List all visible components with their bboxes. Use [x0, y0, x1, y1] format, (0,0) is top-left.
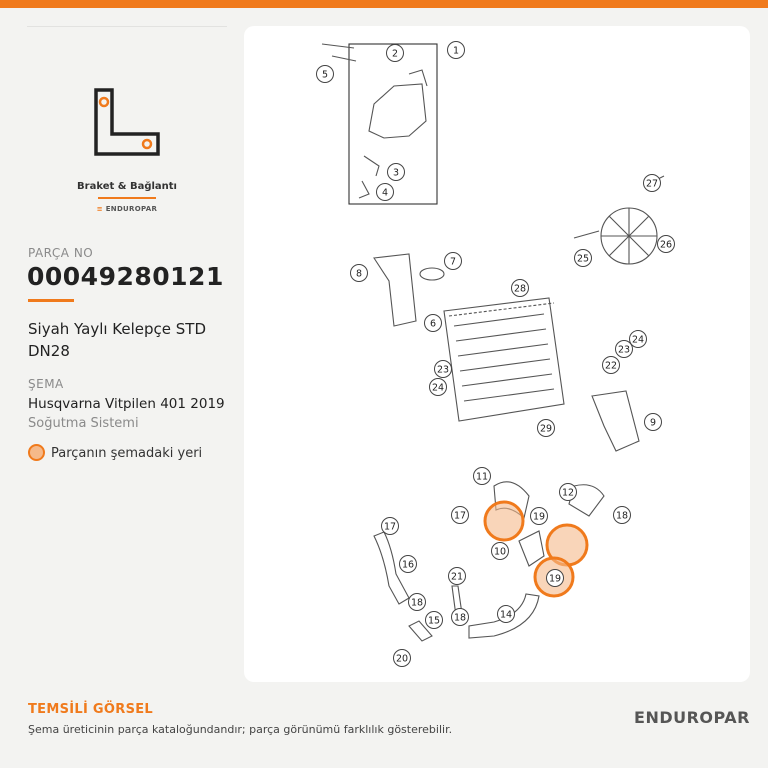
- callout-label: 26: [659, 239, 673, 251]
- callout-label: 24: [631, 334, 645, 346]
- callout-label: 28: [513, 283, 527, 295]
- callout-26: [658, 236, 675, 253]
- callout-10: [492, 543, 509, 560]
- bracket-icon: [92, 86, 162, 160]
- footer-title: TEMSİLİ GÖRSEL: [28, 702, 153, 717]
- brand-small-text: ENDUROPAR: [105, 205, 158, 213]
- part-number-label: PARÇA NO: [28, 246, 94, 260]
- callout-17: [382, 518, 399, 535]
- callout-label: 7: [449, 256, 457, 268]
- callout-label: 8: [355, 268, 363, 280]
- callout-19: [547, 570, 564, 587]
- callout-label: 21: [450, 571, 464, 583]
- callout-23: [435, 361, 452, 378]
- part-number: 00049280121: [27, 262, 224, 291]
- callout-8: [351, 265, 368, 282]
- callout-label: 20: [395, 653, 409, 665]
- callout-label: 25: [576, 253, 590, 265]
- category-logo: [27, 86, 227, 164]
- callout-label: 4: [381, 187, 389, 199]
- callout-label: 11: [475, 471, 489, 483]
- callout-19: [531, 508, 548, 525]
- callout-label: 18: [410, 597, 424, 609]
- callout-label: 17: [453, 510, 467, 522]
- callout-27: [644, 175, 661, 192]
- callout-6: [425, 315, 442, 332]
- legend: [28, 444, 202, 461]
- callout-11: [474, 468, 491, 485]
- callout-23: [616, 341, 633, 358]
- callout-12: [560, 484, 577, 501]
- callout-22: [603, 357, 620, 374]
- callout-label: 29: [539, 423, 553, 435]
- callout-label: 27: [645, 178, 659, 190]
- callout-7: [445, 253, 462, 270]
- callout-24: [630, 331, 647, 348]
- callout-18: [614, 507, 631, 524]
- callout-24: [430, 379, 447, 396]
- schema-system: Soğutma Sistemi: [28, 416, 139, 431]
- callout-5: [317, 66, 334, 83]
- callout-28: [512, 280, 529, 297]
- top-accent-bar: [0, 0, 768, 8]
- callout-label: 1: [452, 45, 460, 57]
- callout-label: 18: [615, 510, 629, 522]
- callout-17: [452, 507, 469, 524]
- callout-label: 17: [383, 521, 397, 533]
- callout-20: [394, 650, 411, 667]
- callout-label: 12: [561, 487, 575, 499]
- callout-18: [452, 609, 469, 626]
- part-number-underline: [28, 299, 74, 302]
- callout-29: [538, 420, 555, 437]
- callout-21: [449, 568, 466, 585]
- callout-label: 22: [604, 360, 618, 372]
- callout-label: 18: [453, 612, 467, 624]
- callout-16: [400, 556, 417, 573]
- callout-label: 15: [427, 615, 441, 627]
- part-name: Siyah Yaylı Kelepçe STD DN28: [28, 320, 207, 360]
- schema-model: Husqvarna Vitpilen 401 2019: [28, 396, 225, 412]
- callout-14: [498, 606, 515, 623]
- highlight-marker-icon: [28, 444, 45, 461]
- callout-label: 2: [391, 48, 399, 60]
- callout-label: 19: [532, 511, 546, 523]
- callout-label: 9: [649, 417, 657, 429]
- callout-label: 23: [617, 344, 631, 356]
- parts-diagram: [244, 26, 750, 682]
- callout-label: 14: [499, 609, 513, 621]
- callout-2: [387, 45, 404, 62]
- callout-25: [575, 250, 592, 267]
- callout-label: 6: [429, 318, 437, 330]
- callout-label: 5: [321, 69, 329, 81]
- highlight-clamp-1[interactable]: [485, 502, 523, 540]
- callout-label: 23: [436, 364, 450, 376]
- callout-label: 10: [493, 546, 507, 558]
- callouts: [317, 42, 675, 667]
- footer-note: Şema üreticinin parça kataloğundandır; parça görünümü farklılık gösterebilir.: [28, 723, 453, 736]
- diagram-card: [244, 26, 750, 682]
- callout-4: [377, 184, 394, 201]
- category-label: Braket & Bağlantı: [77, 181, 177, 192]
- brand-mark-icon: ≡: [96, 205, 106, 213]
- callout-label: 24: [431, 382, 445, 394]
- callout-label: 19: [548, 573, 562, 585]
- callout-3: [388, 164, 405, 181]
- top-divider: [27, 26, 227, 27]
- footer-brand: ENDUROPAR: [634, 708, 750, 727]
- callout-18: [409, 594, 426, 611]
- callout-9: [645, 414, 662, 431]
- brand-small-logo: [27, 205, 227, 213]
- schema-label: ŞEMA: [28, 377, 64, 391]
- legend-label: Parçanın şemadaki yeri: [51, 446, 203, 461]
- callout-label: 3: [392, 167, 400, 179]
- callout-1: [448, 42, 465, 59]
- category-underline: [98, 197, 156, 199]
- callout-15: [426, 612, 443, 629]
- callout-label: 16: [401, 559, 415, 571]
